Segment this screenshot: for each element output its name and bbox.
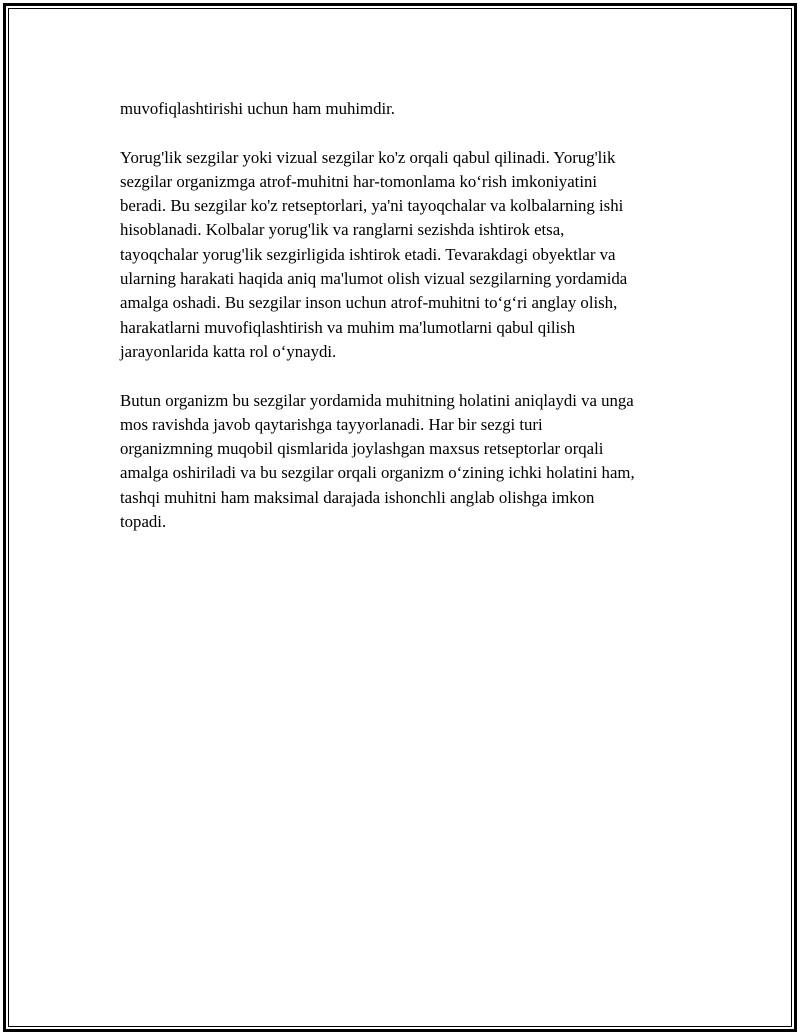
- paragraph-2: Yorug'lik sezgilar yoki vizual sezgilar ko'z orqali qabul qilinadi. Yorug'lik sezgilar organizmga atrof-muhitni har-tomonlama ko‘rish imkoniyatini beradi. Bu sezgilar ko'z retseptorlari, ya'ni tayoqchalar va kolbalarning ishi hisoblanadi. Kolbalar yorug'lik va ranglarni sezishda ishtirok etsa, tayoqchalar yorug'lik sezgirligida ishtirok etadi. Tevarakdagi obyektlar va ularning harakati haqida aniq ma'lumot olish vizual sezgilarning yordamida amalga oshadi. Bu sezgilar inson uchun atrof-muhitni to‘g‘ri anglay olish, harakatlarni muvofiqlashtirish va muhim ma'lumotlarni qabul qilish jarayonlarida katta rol o‘ynaydi.: [120, 147, 628, 361]
- page-frame: [3, 3, 797, 1032]
- paragraph-3: Butun organizm bu sezgilar yordamida muhitning holatini aniqlaydi va unga mos ravishda javob qaytarishga tayyorlanadi. Har bir sezgi turi organizmning muqobil qismlarida joylashgan maxsus retseptorlar orqali amalga oshiriladi va bu sezgilar orqali organizm o‘zining ichki holatini ham, tashqi muhitni ham maksimal darajada ishonchli anglab olishga imkon topadi.: [120, 390, 635, 532]
- paragraph-1: muvofiqlashtirishi uchun ham muhimdir.: [120, 99, 396, 118]
- document-body: [120, 97, 700, 559]
